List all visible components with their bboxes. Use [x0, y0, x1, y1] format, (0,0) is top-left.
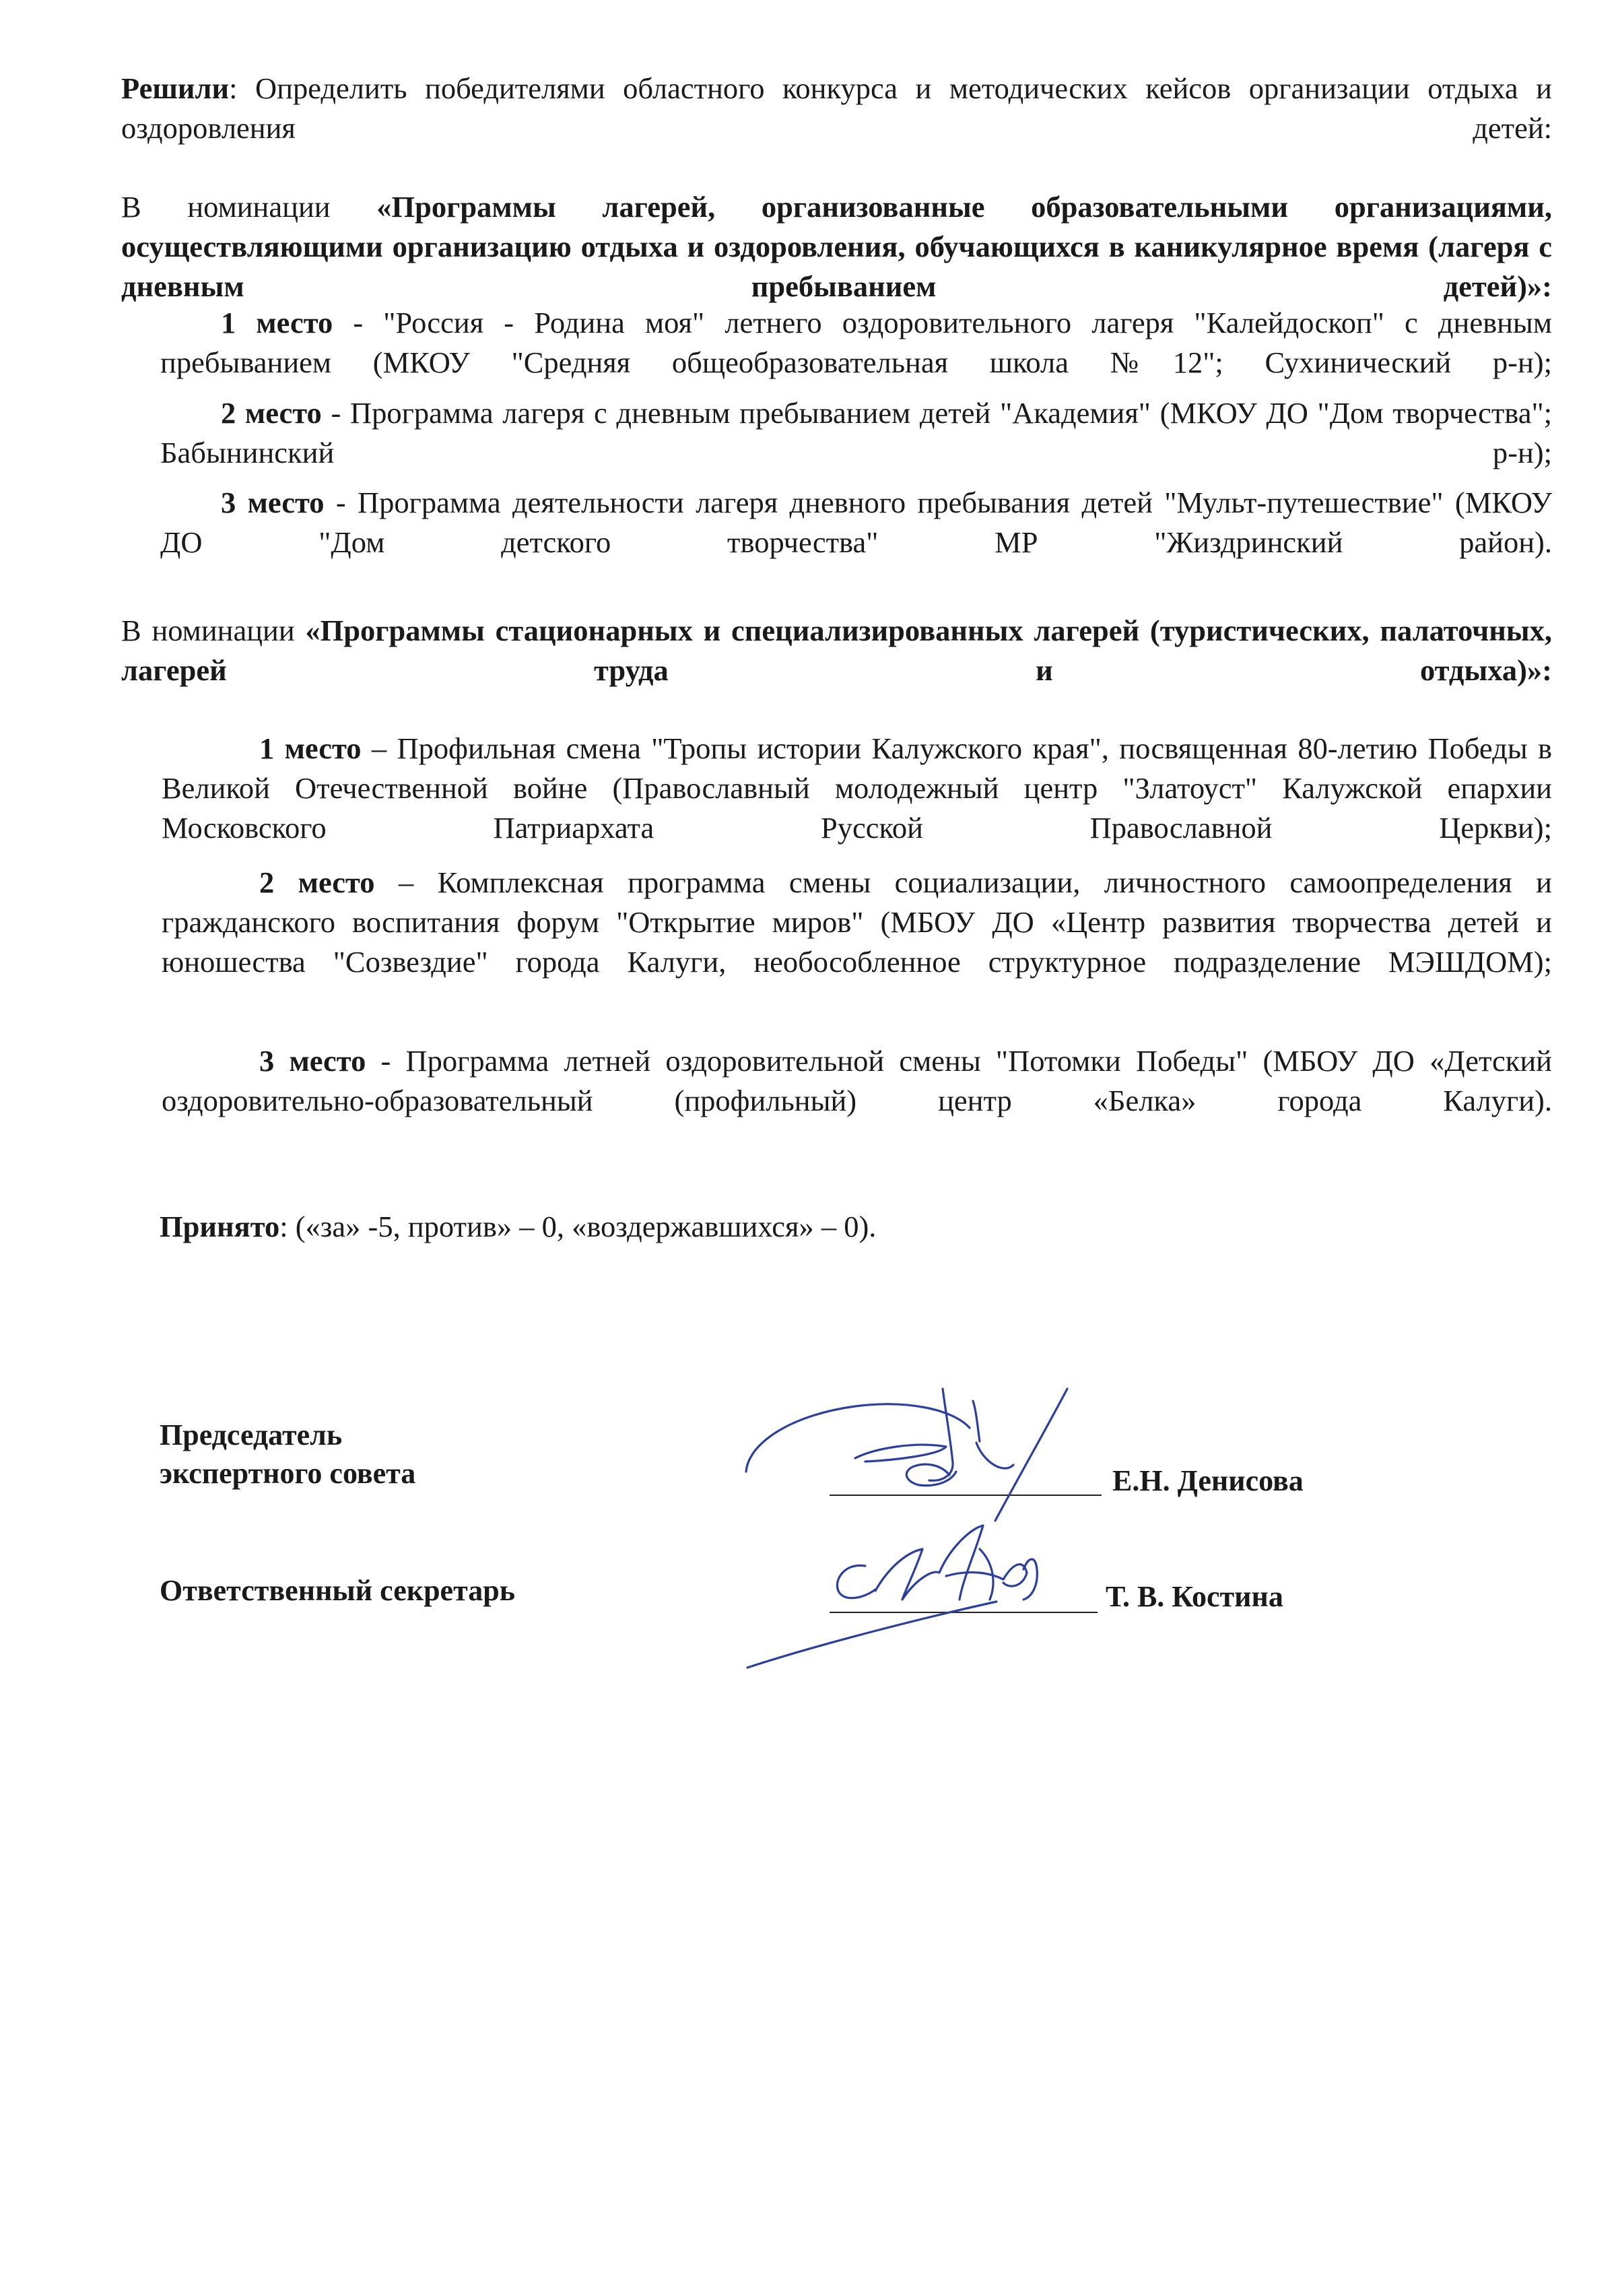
- chair-role-line1: Председатель: [160, 1418, 343, 1451]
- place-text: – Профильная смена "Тропы истории Калужского края", посвященная 80-летию Победы в Великой Отечественной войне (Православный молодежный центр "Златоуст" Калужской епархии Московского Патриархата Русской Православной Церкви);: [162, 731, 1552, 845]
- nomination2-prefix: В номинации: [121, 614, 306, 647]
- place-label: 1 место: [221, 306, 333, 339]
- nomination1-title: «Программы лагерей, организованные образовательными организациями, осуществляющими организацию отдыха и оздоровления, обучающихся в каникулярное время (лагеря с дневным пребыванием детей)»:: [121, 190, 1552, 303]
- vote-label: Принято: [160, 1210, 280, 1243]
- place-label: 1 место: [259, 731, 362, 765]
- place-text: - Программа лагеря с дневным пребыванием детей "Академия" (МКОУ ДО "Дом творчества"; Бабынинский р-н);: [160, 396, 1552, 469]
- place-label: 3 место: [221, 486, 325, 519]
- place-text: – Комплексная программа смены социализации, личностного самоопределения и гражданского воспитания форум "Открытие миров" (МБОУ ДО «Центр развития творчества детей и юношества "Созвездие" города Калуги, необособленное структурное подразделение МЭШДОМ);: [162, 865, 1552, 979]
- chair-signature: [746, 1389, 1067, 1521]
- place-label: 2 место: [221, 396, 322, 430]
- place-text: - Программа деятельности лагеря дневного пребывания детей "Мульт-путешествие" (МКОУ ДО "Дом детского творчества" МР "Жиздринский район).: [160, 486, 1552, 559]
- place-label: 2 место: [259, 865, 375, 899]
- place-label: 3 место: [259, 1044, 366, 1078]
- nomination1-prefix: В номинации: [121, 190, 377, 224]
- nomination2-title: «Программы стационарных и специализированных лагерей (туристических, палаточных, лагерей труда и отдыха)»:: [121, 614, 1552, 687]
- place-text: - Программа летней оздоровительной смены "Потомки Победы" (МБОУ ДО «Детский оздоровительно-образовательный (профильный) центр «Белка» города Калуги).: [162, 1044, 1552, 1117]
- secretary-signature: [747, 1526, 1037, 1668]
- vote-text: : («за» -5, против» – 0, «воздержавшихся» – 0).: [279, 1210, 877, 1243]
- decision-label: Решили: [121, 71, 230, 105]
- chair-role-line2: экспертного совета: [160, 1457, 416, 1490]
- place-text: - "Россия - Родина моя" летнего оздоровительного лагеря "Калейдоскоп" с дневным пребыванием (МКОУ "Средняя общеобразовательная школа №12"; Сухинический р-н);: [160, 306, 1552, 379]
- chair-name: Е.Н. Денисова: [1112, 1464, 1304, 1497]
- secretary-name: Т. В. Костина: [1106, 1580, 1283, 1613]
- decision-text: : Определить победителями областного конкурса и методических кейсов организации отдыха и оздоровления детей:: [121, 71, 1552, 145]
- secretary-role: Ответственный секретарь: [160, 1574, 515, 1607]
